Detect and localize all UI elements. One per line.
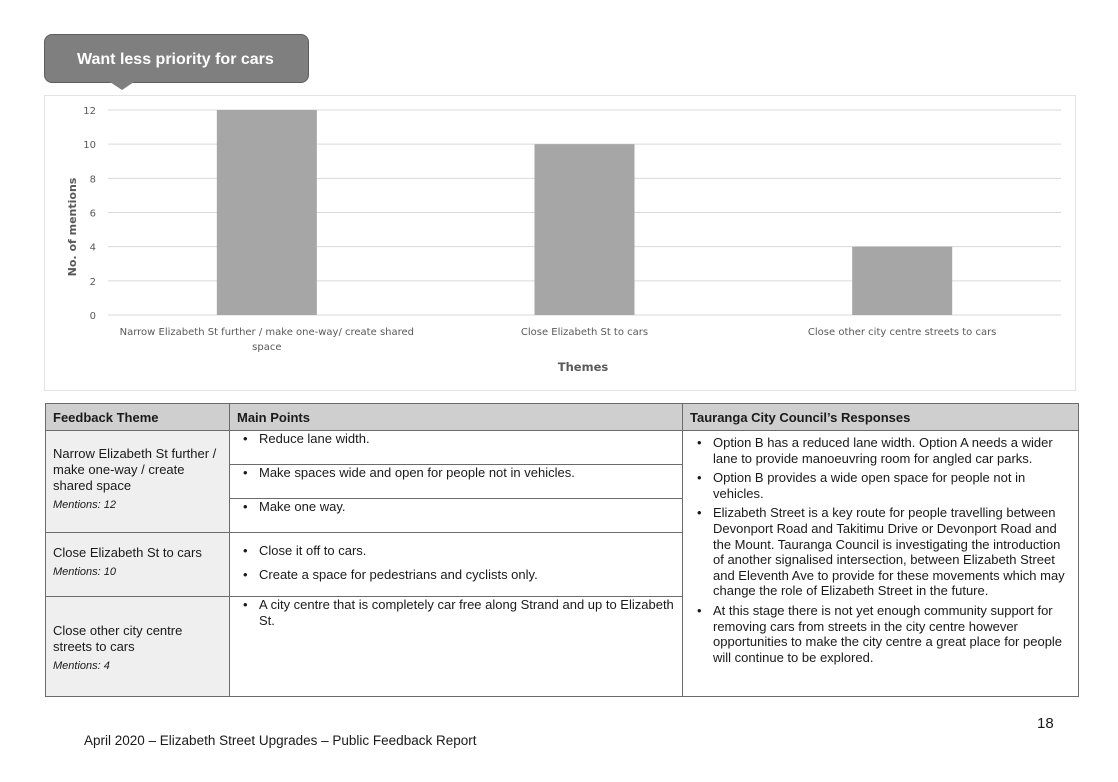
point-cell [230, 499, 683, 533]
theme-name: Close Elizabeth St to cars [53, 545, 202, 560]
point-cell [230, 465, 683, 499]
response-cell [683, 431, 1079, 697]
table-row [46, 431, 1079, 465]
chart-x-axis-label: Themes [557, 360, 609, 374]
x-tick-label: space [252, 342, 282, 353]
y-tick-label: 0 [89, 311, 96, 322]
bar-3 [852, 247, 952, 315]
page-footer: April 2020 – Elizabeth Street Upgrades – Public Feedback Report [84, 733, 477, 748]
point-item: • A city centre that is completely car free along Strand and up to Elizabeth St. [259, 597, 675, 628]
mentions-bar-chart [44, 95, 1076, 391]
header-main-points: Main Points [230, 404, 683, 431]
response-item: • Option B has a reduced lane width. Option A needs a wider lane to provide manoeuvring room for angled car parks. [713, 435, 1070, 466]
response-item: • Elizabeth Street is a key route for people travelling between Devonport Road and Takitimu Drive or Devonport Road and the Mount. Tauranga Council is investigating the introduction of another signalised intersection, between Elizabeth Street and Eleventh Ave to provide for these movements which may change the role of Elizabeth Street in the future. [713, 505, 1070, 599]
theme-mentions: Mentions: 4 [53, 660, 110, 672]
response-item: • Option B provides a wide open space for people not in vehicles. [713, 470, 1070, 501]
x-tick-label: Close Elizabeth St to cars [520, 327, 649, 338]
y-tick-label: 6 [89, 208, 96, 220]
theme-mentions: Mentions: 12 [53, 499, 116, 511]
section-badge [44, 34, 309, 83]
theme-name: Close other city centre streets to cars [53, 623, 183, 654]
x-tick-label: Narrow Elizabeth St further / make one-way/ create shared [119, 327, 415, 338]
point-item: • Make spaces wide and open for people not in vehicles. [259, 465, 675, 481]
point-item: • Reduce lane width. [259, 431, 675, 447]
header-council-responses: Tauranga City Council’s Responses [683, 404, 1079, 431]
page-number: 18 [1037, 715, 1054, 732]
theme-cell [46, 597, 230, 697]
feedback-table [45, 403, 1079, 697]
theme-mentions: Mentions: 10 [53, 566, 116, 578]
chart-y-axis-label: No. of mentions [66, 177, 79, 277]
table-header-row [46, 404, 1079, 431]
point-cell [230, 431, 683, 465]
point-cell [230, 533, 683, 597]
point-cell [230, 597, 683, 697]
point-item: • Create a space for pedestrians and cyclists only. [259, 567, 675, 583]
bar-2 [535, 144, 635, 315]
point-item: • Make one way. [259, 499, 675, 515]
x-tick-label: Close other city centre streets to cars [807, 327, 997, 338]
y-tick-label: 8 [89, 174, 96, 186]
theme-cell [46, 533, 230, 597]
y-tick-label: 4 [89, 242, 96, 254]
chart-y-ticks [83, 106, 96, 322]
chart-x-ticks [120, 327, 997, 353]
y-tick-label: 10 [83, 140, 96, 152]
header-feedback-theme: Feedback Theme [46, 404, 230, 431]
section-badge-label: Want less priority for cars [77, 51, 274, 68]
y-tick-label: 12 [83, 106, 96, 117]
y-tick-label: 2 [89, 276, 96, 288]
section-badge-pointer [110, 82, 134, 90]
response-item: • At this stage there is not yet enough community support for removing cars from streets in the city centre however opportunities to make the city centre a great place for people will continue to be explored. [713, 603, 1070, 665]
point-item: • Close it off to cars. [259, 543, 675, 559]
theme-cell [46, 431, 230, 533]
theme-name: Narrow Elizabeth St further / make one-way / create shared space [53, 446, 217, 493]
bar-1 [217, 110, 317, 315]
